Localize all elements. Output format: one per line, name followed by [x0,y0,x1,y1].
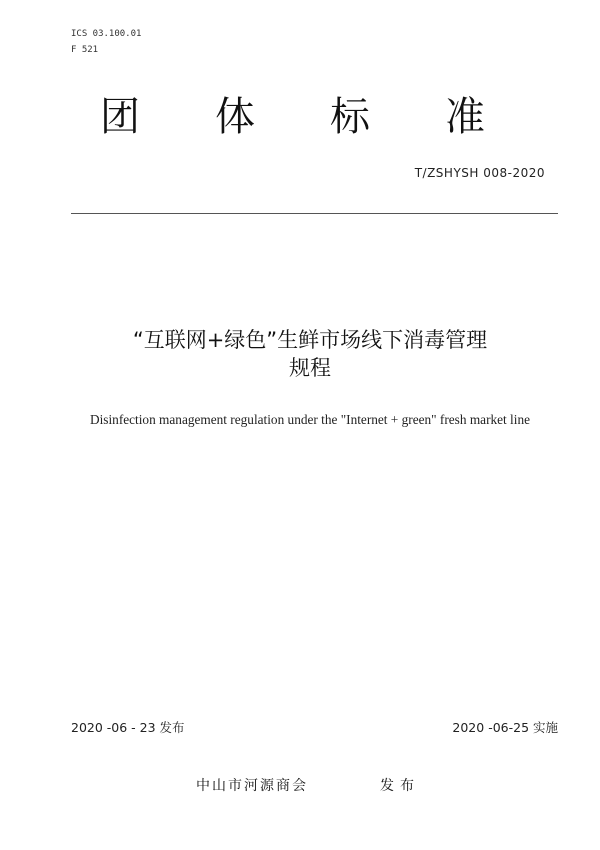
publish-label: 发布 [380,778,420,794]
standard-type-heading [100,93,485,141]
standard-type-char: 团 [100,94,140,140]
ccs-code: F 521 [71,45,99,55]
publisher-name: 中山市河源商会 [196,778,308,794]
standard-type-char: 准 [445,94,485,140]
document-title-cn [60,326,560,382]
title-cn-line1: “互联网+绿色”生鲜市场线下消毒管理 [132,328,488,352]
standard-type-char: 标 [330,94,370,140]
standard-type-char: 体 [215,94,255,140]
ics-code: ICS 03.100.01 [71,29,142,39]
standard-number: T/ZSHYSH 008-2020 [414,166,545,180]
issue-date: 2020 -06 - 23 发布 [71,720,185,735]
title-cn-line2: 规程 [289,356,331,380]
document-title-en: Disinfection management regulation under the "Internet + green" fresh market line [90,412,530,427]
implementation-date: 2020 -06-25 实施 [452,720,558,735]
header-divider [71,213,558,214]
